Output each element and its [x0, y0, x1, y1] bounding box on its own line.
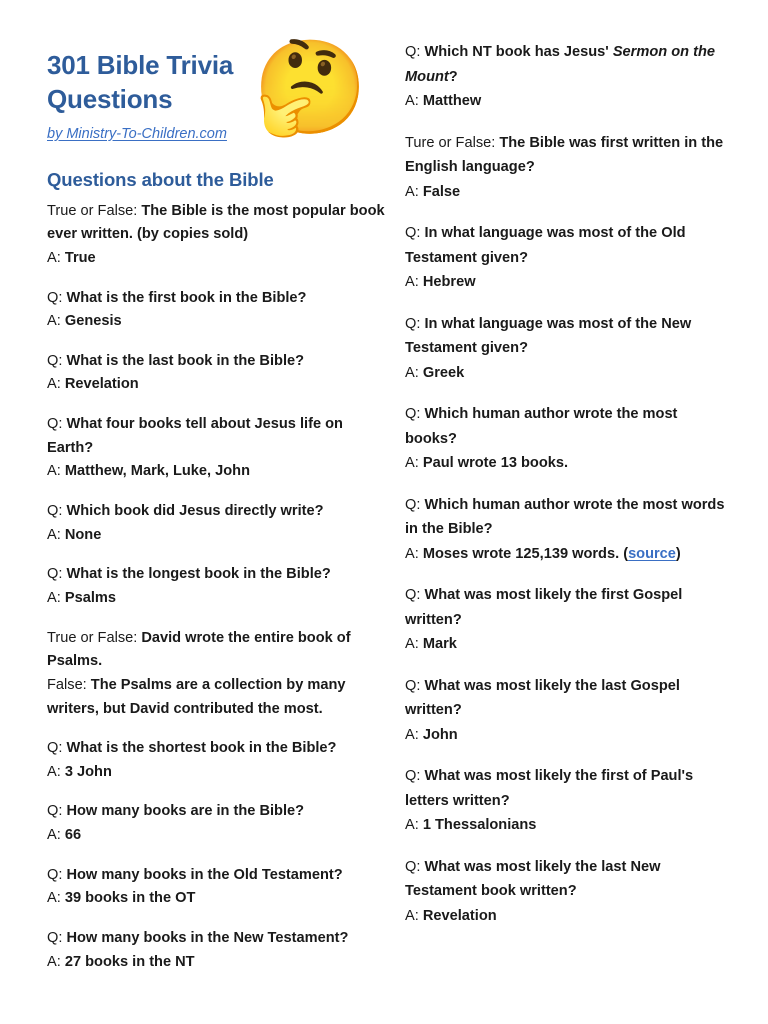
answer-line — [405, 270, 725, 295]
qa-text: In what language was most of the New Testament given? — [405, 315, 692, 357]
qa-prefix: False: — [47, 676, 87, 693]
qa-prefix: A: — [405, 817, 419, 834]
question-line — [405, 764, 725, 813]
source-link[interactable]: source — [628, 545, 676, 562]
qa-prefix: Q: — [405, 406, 421, 423]
answer-line — [47, 951, 392, 975]
qa-text: Genesis — [60, 313, 122, 330]
answer-line — [405, 904, 725, 929]
question-line — [405, 493, 725, 542]
qa-prefix: True or False: — [47, 202, 138, 219]
qa-block — [405, 221, 725, 295]
qa-prefix: A: — [405, 93, 419, 110]
question-line — [405, 221, 725, 270]
answer-line — [47, 373, 392, 397]
qa-block — [47, 413, 392, 484]
qa-text-tail: ? — [448, 68, 458, 85]
qa-text: Greek — [418, 364, 465, 381]
qa-block — [47, 287, 392, 334]
qa-block — [47, 864, 392, 911]
question-line — [47, 413, 392, 460]
qa-text: What was most likely the last New Testament book written? — [405, 858, 661, 900]
answer-line — [405, 180, 725, 205]
question-line — [405, 312, 725, 361]
qa-prefix: A: — [47, 890, 61, 907]
qa-prefix: Q: — [405, 496, 421, 513]
qa-prefix: Q: — [47, 352, 63, 369]
qa-text: Revelation — [418, 907, 497, 924]
qa-prefix: A: — [47, 827, 61, 844]
question-line — [47, 287, 392, 311]
question-line — [47, 927, 392, 951]
qa-prefix: A: — [405, 455, 419, 472]
question-line — [405, 855, 725, 904]
qa-prefix: Q: — [405, 587, 421, 604]
qa-prefix: Q: — [405, 858, 421, 875]
qa-prefix: Q: — [405, 677, 421, 694]
qa-prefix: Q: — [405, 44, 421, 60]
qa-text: None — [60, 526, 102, 543]
answer-line — [405, 813, 725, 838]
left-qa-list — [47, 200, 392, 975]
answer-line — [405, 451, 725, 476]
qa-prefix: A: — [47, 589, 61, 606]
qa-text: Matthew — [418, 93, 482, 110]
qa-prefix: Q: — [405, 315, 421, 332]
answer-line — [47, 310, 392, 334]
qa-text: 66 — [60, 827, 82, 844]
qa-block — [405, 493, 725, 567]
qa-prefix: A: — [47, 249, 61, 266]
qa-text: Which human author wrote the most words in the Bible? — [405, 496, 725, 538]
qa-prefix: A: — [405, 545, 419, 562]
qa-prefix: Q: — [405, 768, 421, 785]
qa-text: The Bible was first written in the English language? — [405, 134, 724, 176]
qa-text: Which book did Jesus directly write? — [62, 503, 324, 520]
qa-text: Paul wrote 13 books. — [418, 455, 569, 472]
page-title: 301 Bible Trivia Questions — [47, 50, 234, 115]
qa-block — [47, 927, 392, 974]
question-line — [47, 500, 392, 524]
question-line — [405, 40, 725, 89]
qa-text: Which NT book has Jesus' — [420, 44, 613, 60]
qa-prefix: Q: — [47, 740, 63, 757]
answer-line — [405, 632, 725, 657]
question-line — [405, 583, 725, 632]
qa-text: What was most likely the first of Paul's letters written? — [405, 768, 694, 809]
qa-block — [405, 855, 725, 929]
qa-prefix: Q: — [47, 566, 63, 583]
qa-text: Which human author wrote the most books? — [405, 406, 678, 447]
qa-prefix: A: — [47, 953, 61, 970]
qa-prefix: Q: — [47, 930, 63, 946]
emphasized-phrase: Sermon on the Mount — [405, 44, 715, 85]
answer-line — [405, 361, 725, 386]
answer-line — [405, 89, 725, 114]
qa-prefix: A: — [47, 463, 61, 480]
question-line — [47, 864, 392, 888]
qa-text: How many books in the New Testament? — [62, 930, 349, 946]
qa-prefix: Ture or False: — [405, 134, 496, 151]
qa-text: John — [418, 726, 458, 743]
qa-text: Mark — [418, 636, 457, 653]
thinking-face-emoji: 🤔 — [253, 34, 368, 141]
qa-block — [405, 131, 725, 205]
document-header — [47, 0, 392, 143]
qa-block — [405, 764, 725, 838]
qa-block — [47, 737, 392, 784]
qa-block — [47, 200, 392, 271]
question-line — [47, 200, 392, 247]
qa-text: Hebrew — [418, 274, 476, 291]
qa-text: Psalms — [60, 589, 116, 606]
byline-link[interactable]: by Ministry-To-Children.com — [47, 125, 227, 142]
qa-block — [47, 500, 392, 547]
qa-text: What is the first book in the Bible? — [62, 289, 307, 306]
qa-block — [405, 40, 725, 114]
question-line — [405, 131, 725, 180]
qa-prefix: Q: — [47, 289, 63, 306]
qa-text: How many books are in the Bible? — [62, 803, 305, 820]
qa-text: 3 John — [60, 763, 112, 780]
answer-line — [405, 723, 725, 748]
qa-text: 1 Thessalonians — [418, 817, 537, 834]
qa-block — [47, 563, 392, 610]
qa-prefix: A: — [405, 636, 419, 653]
qa-prefix: A: — [405, 274, 419, 291]
qa-prefix: A: — [405, 907, 419, 924]
qa-prefix: Q: — [47, 866, 63, 883]
right-column — [405, 0, 725, 945]
qa-text: Revelation — [60, 376, 139, 393]
qa-prefix: A: — [405, 183, 419, 200]
qa-block — [405, 583, 725, 657]
qa-text: False — [418, 183, 461, 200]
qa-prefix: Q: — [47, 503, 63, 520]
qa-text-tail: ) — [675, 545, 681, 562]
qa-block — [47, 350, 392, 397]
qa-prefix: Q: — [405, 225, 421, 242]
qa-text: True — [60, 249, 96, 266]
qa-text: The Bible is the most popular book ever written. (by copies sold) — [47, 202, 385, 243]
qa-prefix: A: — [47, 526, 61, 543]
section-heading: Questions about the Bible — [47, 168, 274, 190]
question-line — [47, 800, 392, 824]
question-line — [47, 563, 392, 587]
qa-text: Matthew, Mark, Luke, John — [60, 463, 251, 480]
question-line — [47, 737, 392, 761]
qa-prefix: A: — [405, 364, 419, 381]
qa-text: What is the shortest book in the Bible? — [62, 740, 337, 757]
qa-prefix: A: — [47, 376, 61, 393]
question-line — [405, 402, 725, 451]
question-line — [47, 627, 392, 674]
qa-block — [405, 674, 725, 748]
qa-text: 39 books in the OT — [60, 890, 196, 907]
answer-line — [47, 524, 392, 548]
answer-line — [47, 887, 392, 911]
answer-line — [47, 460, 392, 484]
qa-text: In what language was most of the Old Testament given? — [405, 225, 686, 266]
qa-text: What is the longest book in the Bible? — [62, 566, 331, 583]
qa-prefix: A: — [405, 726, 419, 743]
answer-line — [47, 587, 392, 611]
qa-text: David wrote the entire book of Psalms. — [47, 629, 351, 670]
qa-prefix: A: — [47, 763, 61, 780]
qa-block — [47, 627, 392, 722]
question-line — [47, 350, 392, 374]
left-column — [47, 0, 392, 990]
qa-text: What is the last book in the Bible? — [62, 352, 305, 369]
answer-line — [47, 824, 392, 848]
right-qa-list — [405, 0, 725, 928]
qa-text: How many books in the Old Testament? — [62, 866, 343, 883]
qa-prefix: Q: — [47, 803, 63, 820]
qa-prefix: A: — [47, 313, 61, 330]
qa-text: What four books tell about Jesus life on Earth? — [47, 416, 343, 456]
qa-text: 27 books in the NT — [60, 953, 195, 970]
qa-text: What was most likely the last Gospel written? — [405, 677, 680, 719]
qa-prefix: True or False: — [47, 629, 138, 646]
qa-block — [405, 402, 725, 476]
answer-line — [47, 761, 392, 785]
answer-line — [405, 542, 725, 567]
qa-prefix: Q: — [47, 416, 63, 433]
qa-block — [47, 800, 392, 847]
answer-line — [47, 247, 392, 271]
question-line — [405, 674, 725, 723]
qa-block — [405, 312, 725, 386]
qa-text: The Psalms are a collection by many writers, but David contributed the most. — [47, 676, 346, 717]
question-line — [47, 674, 392, 721]
qa-text: What was most likely the first Gospel written? — [405, 587, 683, 628]
qa-text: Moses wrote 125,139 words. ( — [418, 545, 629, 562]
